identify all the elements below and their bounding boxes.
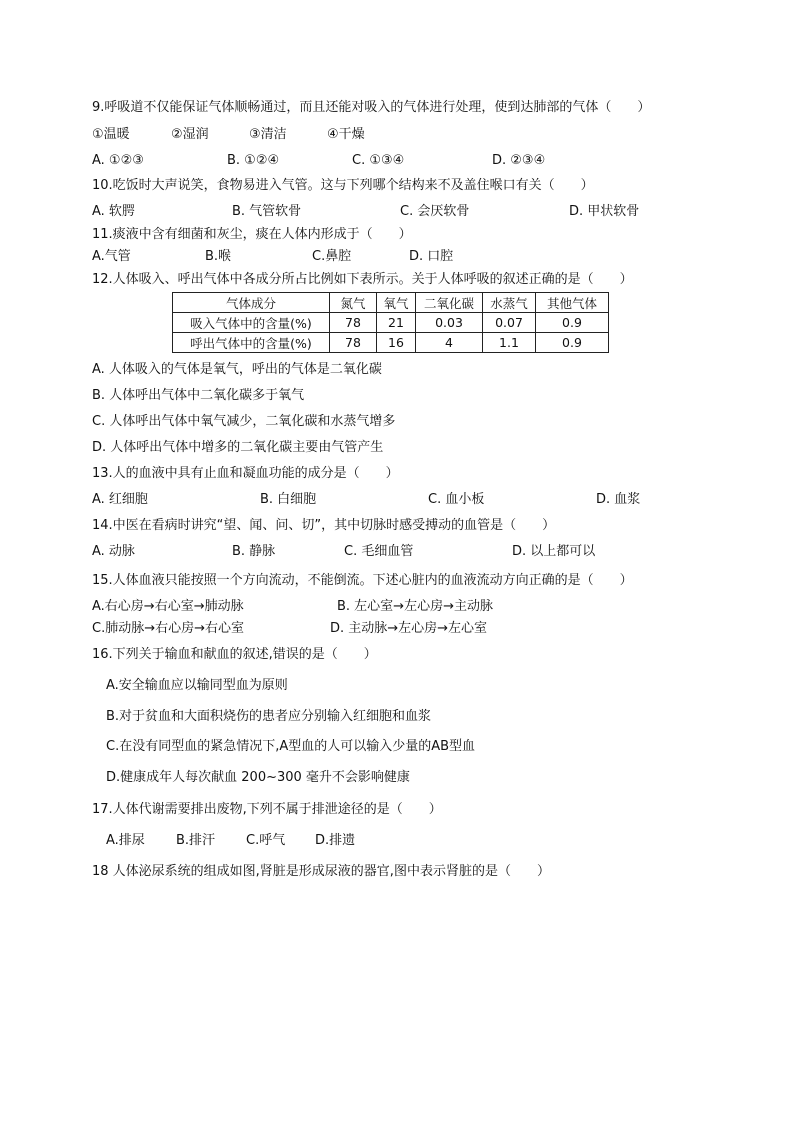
question-11-option-a: A.气管 (92, 249, 131, 264)
question-13-option-a: A. 红细胞 (92, 492, 148, 507)
question-12-option-a: A. 人体吸入的气体是氧气，呼出的气体是二氧化碳 (92, 362, 382, 377)
table-cell: 4 (416, 333, 483, 353)
table-cell: 21 (377, 313, 416, 333)
table-header-row (173, 293, 609, 313)
question-10-option-a: A. 软腭 (92, 204, 135, 219)
question-17-option-c: C.呼气 (246, 833, 286, 848)
question-12-option-b: B. 人体呼出气体中二氧化碳多于氧气 (92, 388, 305, 403)
question-10-option-d: D. 甲状软骨 (569, 204, 640, 219)
question-15-option-b: B. 左心室→左心房→主动脉 (337, 599, 493, 614)
question-11-option-d: D. 口腔 (409, 249, 454, 264)
question-9-item: ③清洁 (249, 127, 287, 142)
question-16-stem: 16.下列关于输血和献血的叙述,错误的是（ ） (92, 647, 377, 662)
table-row (173, 313, 609, 333)
question-17-stem: 17.人体代谢需要排出废物,下列不属于排泄途径的是（ ） (92, 802, 442, 817)
question-16-option-a: A.安全输血应以输同型血为原则 (106, 678, 288, 693)
question-9-option-a: A. ①②③ (92, 153, 144, 168)
question-18-stem: 18 人体泌尿系统的组成如图,肾脏是形成尿液的器官,图中表示肾脏的是（ ） (92, 864, 550, 879)
table-header-cell: 水蒸气 (483, 293, 536, 313)
table-header-cell: 其他气体 (536, 293, 609, 313)
question-12-option-c: C. 人体呼出气体中氧气减少，二氧化碳和水蒸气增多 (92, 414, 396, 429)
question-15-option-c: C.肺动脉→右心房→右心室 (92, 621, 244, 636)
question-11-option-b: B.喉 (205, 249, 232, 264)
question-17-option-d: D.排遗 (315, 833, 356, 848)
question-13-option-c: C. 血小板 (428, 492, 485, 507)
question-17-option-b: B.排汗 (176, 833, 216, 848)
table-cell: 0.03 (416, 313, 483, 333)
table-cell: 78 (330, 313, 377, 333)
question-13-option-b: B. 白细胞 (260, 492, 317, 507)
question-14-option-c: C. 毛细血管 (344, 544, 414, 559)
table-cell: 呼出气体中的含量(%) (173, 333, 330, 353)
question-9-item: ④干燥 (327, 127, 365, 142)
table-header-cell: 气体成分 (173, 293, 330, 313)
question-9-item: ②湿润 (171, 127, 209, 142)
question-15-option-d: D. 主动脉→左心房→左心室 (330, 621, 488, 636)
table-cell: 吸入气体中的含量(%) (173, 313, 330, 333)
question-9-option-d: D. ②③④ (492, 153, 546, 168)
table-row (173, 333, 609, 353)
table-header-cell: 二氧化碳 (416, 293, 483, 313)
question-16-option-b: B.对于贫血和大面积烧伤的患者应分别输入红细胞和血浆 (106, 709, 432, 724)
table-cell: 78 (330, 333, 377, 353)
question-11-stem: 11.痰液中含有细菌和灰尘，痰在人体内形成于（ ） (92, 227, 412, 242)
question-14-stem: 14.中医在看病时讲究“望、闻、问、切”，其中切脉时感受搏动的血管是（ ） (92, 518, 556, 533)
question-9-option-c: C. ①③④ (352, 153, 405, 168)
question-9-item: ①温暖 (92, 127, 130, 142)
question-14-option-d: D. 以上都可以 (512, 544, 596, 559)
question-16-option-d: D.健康成年人每次献血 200~300 毫升不会影响健康 (106, 770, 410, 785)
question-14-option-b: B. 静脉 (232, 544, 276, 559)
question-15-stem: 15.人体血液只能按照一个方向流动，不能倒流。下述心脏内的血液流动方向正确的是（ ） (92, 573, 633, 588)
question-11-option-c: C.鼻腔 (312, 249, 352, 264)
table-header-cell: 氧气 (377, 293, 416, 313)
question-9-stem: 9.呼吸道不仅能保证气体顺畅通过，而且还能对吸入的气体进行处理，使到达肺部的气体（ ） (92, 100, 651, 115)
table-cell: 16 (377, 333, 416, 353)
question-15-option-a: A.右心房→右心室→肺动脉 (92, 599, 244, 614)
question-10-option-c: C. 会厌软骨 (400, 204, 470, 219)
table-cell: 1.1 (483, 333, 536, 353)
table-cell: 0.9 (536, 333, 609, 353)
question-16-option-c: C.在没有同型血的紧急情况下,A型血的人可以输入少量的AB型血 (106, 739, 476, 754)
question-12-stem: 12.人体吸入、呼出气体中各成分所占比例如下表所示。关于人体呼吸的叙述正确的是（ ） (92, 272, 633, 287)
table-cell: 0.9 (536, 313, 609, 333)
question-14-option-a: A. 动脉 (92, 544, 135, 559)
question-17-option-a: A.排尿 (106, 833, 145, 848)
question-13-option-d: D. 血浆 (596, 492, 641, 507)
question-12-option-d: D. 人体呼出气体中增多的二氧化碳主要由气管产生 (92, 440, 384, 455)
gas-composition-table (172, 292, 609, 353)
question-10-option-b: B. 气管软骨 (232, 204, 302, 219)
question-13-stem: 13.人的血液中具有止血和凝血功能的成分是（ ） (92, 466, 399, 481)
table-cell: 0.07 (483, 313, 536, 333)
question-9-option-b: B. ①②④ (227, 153, 280, 168)
table-header-cell: 氮气 (330, 293, 377, 313)
question-10-stem: 10.吃饭时大声说笑，食物易进入气管。这与下列哪个结构来不及盖住喉口有关（ ） (92, 178, 594, 193)
